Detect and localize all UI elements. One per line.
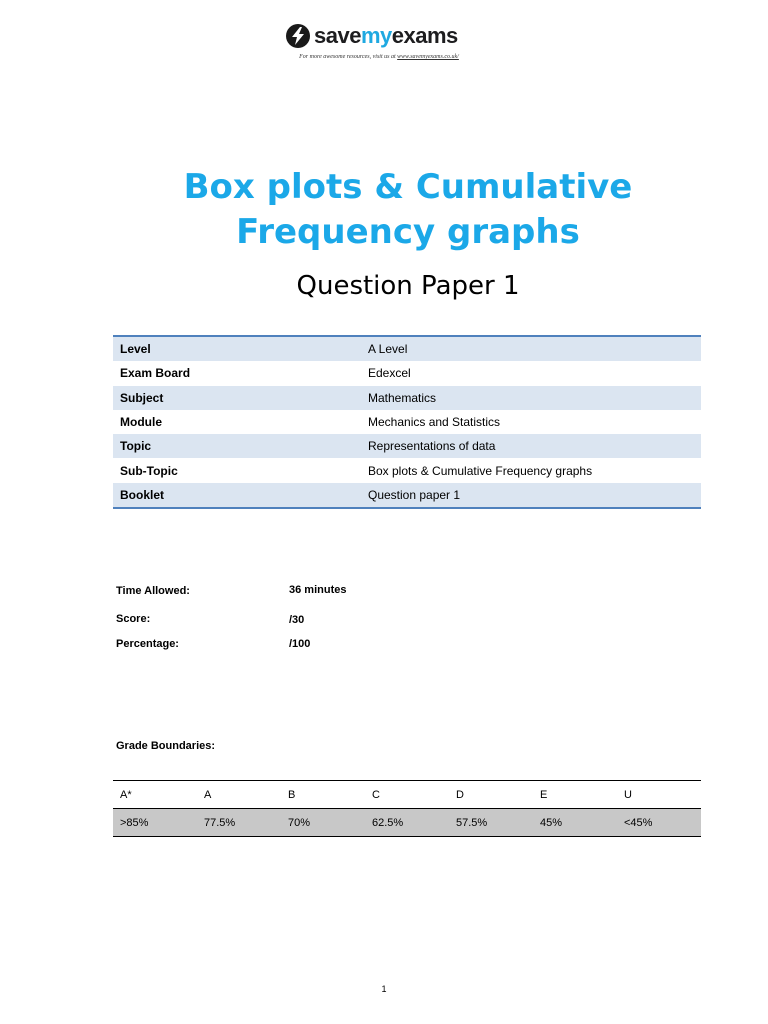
title-line-2: Frequency graphs bbox=[236, 212, 580, 252]
info-key: Booklet bbox=[113, 483, 361, 508]
grade-letter: A* bbox=[113, 781, 197, 809]
grade-letter: U bbox=[617, 781, 701, 809]
logo-wordmark bbox=[314, 24, 458, 48]
info-key: Exam Board bbox=[120, 366, 191, 381]
grade-threshold: 45% bbox=[533, 809, 617, 837]
website-link[interactable]: www.savemyexams.co.uk/ bbox=[397, 54, 459, 60]
info-value: Mechanics and Statistics bbox=[368, 415, 501, 430]
time-allowed-value: 36 minutes bbox=[289, 584, 347, 596]
tagline-text: For more awesome resources, visit us at bbox=[299, 54, 396, 60]
logo bbox=[286, 24, 458, 48]
grade-letter: E bbox=[533, 781, 617, 809]
grade-threshold: 77.5% bbox=[197, 809, 281, 837]
info-value: Edexcel bbox=[368, 366, 411, 381]
logo-exams-text: exams bbox=[391, 23, 458, 48]
info-row bbox=[113, 336, 701, 361]
info-value: Box plots & Cumulative Frequency graphs bbox=[368, 463, 593, 478]
info-key: Level bbox=[113, 336, 361, 361]
grade-header-row bbox=[113, 781, 701, 809]
info-value: Representations of data bbox=[361, 434, 701, 458]
lightning-bolt-icon bbox=[286, 24, 310, 48]
grade-letter: D bbox=[449, 781, 533, 809]
info-row bbox=[113, 386, 701, 410]
page-number: 1 bbox=[381, 984, 387, 994]
grade-threshold: <45% bbox=[617, 809, 701, 837]
grade-letter: B bbox=[281, 781, 365, 809]
info-table bbox=[113, 335, 701, 509]
score-value: /30 bbox=[289, 614, 305, 626]
tagline bbox=[0, 54, 758, 60]
page-subtitle: Question Paper 1 bbox=[296, 271, 520, 301]
info-row bbox=[113, 483, 701, 508]
title-line-1: Box plots & Cumulative bbox=[183, 167, 633, 207]
grade-threshold: 62.5% bbox=[365, 809, 449, 837]
info-row bbox=[113, 458, 701, 482]
grade-letter: A bbox=[197, 781, 281, 809]
grade-letter: C bbox=[365, 781, 449, 809]
info-key: Topic bbox=[113, 434, 361, 458]
info-row bbox=[113, 410, 701, 434]
grade-threshold: 70% bbox=[281, 809, 365, 837]
info-key: Module bbox=[120, 415, 162, 430]
logo-save-text: save bbox=[314, 23, 361, 48]
grade-values-row bbox=[113, 809, 701, 837]
info-value: A Level bbox=[361, 336, 701, 361]
info-key: Subject bbox=[113, 386, 361, 410]
info-row bbox=[113, 361, 701, 385]
percentage-value: /100 bbox=[289, 638, 311, 650]
info-value: Mathematics bbox=[361, 386, 701, 410]
time-allowed-label: Time Allowed: bbox=[116, 585, 190, 597]
info-value: Question paper 1 bbox=[361, 483, 701, 508]
grade-threshold: >85% bbox=[113, 809, 197, 837]
info-key: Sub-Topic bbox=[120, 463, 178, 478]
grade-boundaries-table bbox=[113, 780, 701, 837]
grade-threshold: 57.5% bbox=[449, 809, 533, 837]
page-title bbox=[0, 165, 768, 255]
grade-boundaries-label: Grade Boundaries: bbox=[116, 740, 216, 752]
percentage-label: Percentage: bbox=[116, 638, 179, 650]
logo-my-text: my bbox=[360, 23, 392, 48]
score-label: Score: bbox=[116, 613, 151, 625]
info-row bbox=[113, 434, 701, 458]
